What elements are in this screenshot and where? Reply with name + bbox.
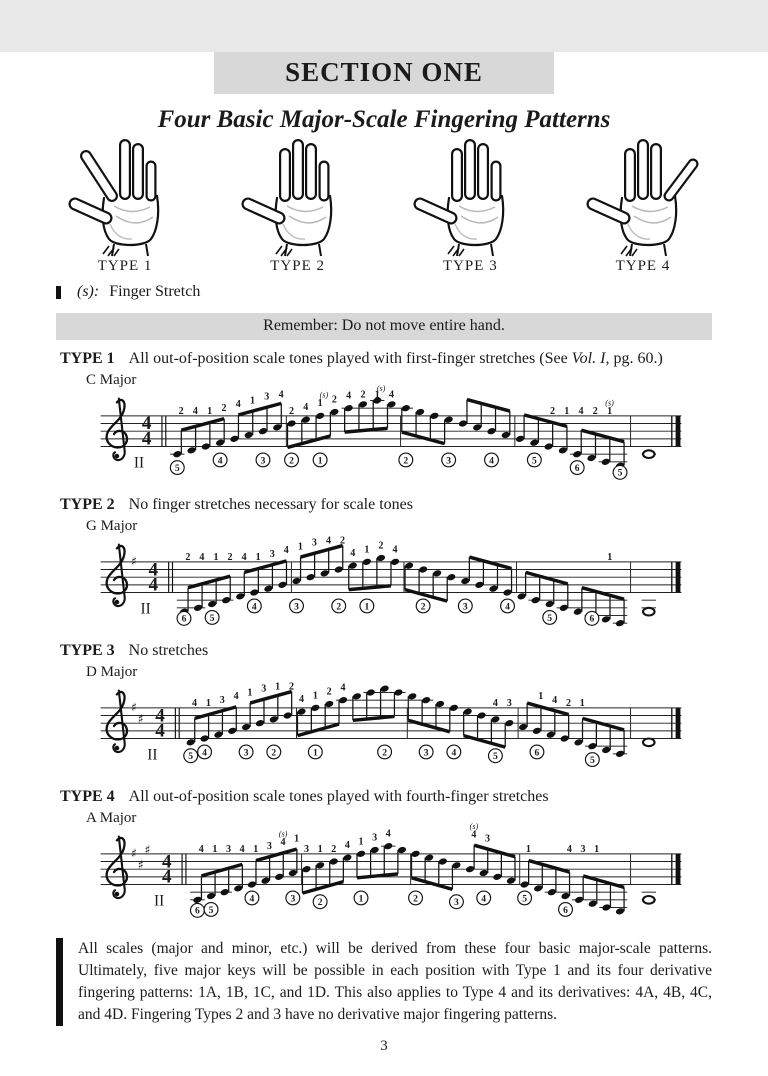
svg-text:(s): (s) — [469, 821, 479, 831]
hand-label-type-1: TYPE 1 — [97, 258, 153, 274]
svg-text:4: 4 — [346, 390, 352, 402]
hand-figure-type-1 — [62, 138, 188, 275]
svg-text:4: 4 — [481, 893, 487, 905]
svg-text:6: 6 — [181, 613, 187, 625]
type-1-section — [0, 350, 768, 486]
svg-text:3: 3 — [462, 601, 468, 613]
type-1-desc-italic: Vol. I, — [571, 350, 610, 367]
svg-text:3: 3 — [454, 897, 459, 909]
page-subtitle: Four Basic Major-Scale Fingering Patterns — [157, 106, 611, 133]
svg-text:2: 2 — [288, 681, 295, 693]
svg-text:5: 5 — [531, 455, 537, 467]
svg-text:4: 4 — [235, 399, 241, 411]
reminder-band — [56, 313, 712, 340]
svg-text:2: 2 — [326, 686, 332, 698]
svg-text:4: 4 — [239, 843, 245, 855]
svg-text:5: 5 — [589, 754, 595, 766]
svg-text:(s): (s) — [376, 383, 386, 393]
svg-text:4: 4 — [280, 837, 286, 849]
svg-text:4: 4 — [325, 535, 332, 547]
svg-text:1: 1 — [294, 833, 300, 845]
svg-text:4: 4 — [251, 601, 257, 613]
svg-text:4: 4 — [489, 455, 494, 467]
svg-text:1: 1 — [358, 893, 364, 905]
svg-text:1: 1 — [255, 551, 261, 563]
svg-text:3: 3 — [219, 695, 225, 707]
svg-text:2: 2 — [413, 893, 418, 905]
svg-text:4: 4 — [492, 697, 498, 709]
svg-text:3: 3 — [372, 832, 378, 844]
svg-text:6: 6 — [589, 613, 595, 625]
closing-note — [56, 938, 712, 1026]
section-title: SECTION ONE — [285, 57, 483, 87]
type-4-desc: All out-of-position scale tones played with fourth-finger stretches — [128, 788, 549, 805]
svg-text:2: 2 — [221, 403, 227, 415]
svg-text:3: 3 — [266, 841, 272, 853]
svg-text:4: 4 — [451, 747, 457, 759]
svg-text:2: 2 — [289, 405, 295, 417]
hand-icon — [62, 138, 188, 258]
svg-text:1: 1 — [364, 544, 370, 556]
legend-marker-bar — [56, 286, 61, 299]
svg-text:3: 3 — [294, 601, 299, 613]
svg-text:1: 1 — [579, 697, 585, 709]
svg-text:1: 1 — [538, 691, 544, 703]
type-4-heading — [60, 788, 768, 806]
staff-c-major — [74, 383, 768, 486]
svg-text:2: 2 — [403, 455, 409, 467]
svg-text:2: 2 — [549, 405, 555, 417]
page-number: 3 — [380, 1038, 388, 1054]
svg-text:3: 3 — [423, 747, 429, 759]
svg-text:♯: ♯ — [131, 699, 138, 715]
type-3-desc: No stretches — [128, 642, 209, 659]
key-label-g-major: G Major — [86, 518, 138, 534]
svg-text:2: 2 — [289, 455, 294, 467]
svg-text:4: 4 — [344, 840, 350, 852]
svg-text:6: 6 — [534, 747, 540, 759]
key-label-d-major: D Major — [86, 664, 138, 680]
svg-text:1: 1 — [213, 551, 219, 563]
svg-text:2: 2 — [382, 747, 387, 759]
svg-text:4: 4 — [340, 682, 346, 694]
svg-text:4: 4 — [566, 843, 572, 855]
svg-text:4: 4 — [199, 551, 205, 563]
svg-text:♯: ♯ — [131, 553, 138, 569]
type-1-heading — [60, 350, 768, 368]
svg-text:4: 4 — [155, 720, 165, 742]
svg-text:II: II — [153, 892, 165, 910]
svg-text:2: 2 — [592, 405, 598, 417]
svg-text:♯: ♯ — [131, 845, 138, 861]
svg-text:4: 4 — [155, 705, 165, 727]
svg-text:4: 4 — [198, 843, 204, 855]
hand-diagrams-row — [0, 138, 768, 275]
svg-text:1: 1 — [212, 843, 218, 855]
stretch-legend — [56, 283, 768, 301]
svg-text:1: 1 — [312, 690, 318, 702]
svg-text:3: 3 — [260, 455, 266, 467]
svg-text:3: 3 — [446, 455, 452, 467]
hand-icon — [235, 138, 361, 258]
svg-text:3: 3 — [311, 537, 317, 549]
svg-text:2: 2 — [336, 601, 342, 613]
type-3-heading — [60, 642, 768, 660]
svg-text:1: 1 — [253, 843, 259, 855]
svg-text:1: 1 — [374, 389, 380, 401]
svg-text:♯: ♯ — [144, 841, 151, 857]
type-3-name: TYPE 3 — [60, 642, 115, 659]
svg-text:2: 2 — [271, 747, 277, 759]
svg-text:1: 1 — [317, 843, 323, 855]
svg-text:3: 3 — [580, 843, 586, 855]
svg-text:2: 2 — [340, 535, 346, 547]
svg-text:4: 4 — [192, 697, 198, 709]
reminder-text: Remember: Do not move entire hand. — [263, 317, 505, 334]
type-3-section — [0, 642, 768, 778]
svg-text:1: 1 — [207, 405, 213, 417]
svg-text:4: 4 — [192, 405, 198, 417]
staff-a-major — [74, 821, 768, 924]
svg-text:2: 2 — [178, 405, 184, 417]
svg-text:5: 5 — [492, 751, 498, 763]
svg-text:4: 4 — [298, 694, 305, 706]
svg-text:2: 2 — [331, 394, 337, 406]
svg-text:2: 2 — [227, 551, 233, 563]
closing-note-bar — [56, 938, 63, 1026]
svg-text:2: 2 — [360, 389, 366, 401]
svg-text:4: 4 — [350, 548, 356, 560]
svg-text:6: 6 — [195, 905, 200, 917]
svg-text:1: 1 — [564, 405, 570, 417]
staff-d-major — [74, 681, 768, 778]
stretch-symbol: (s): — [77, 283, 100, 300]
svg-text:3: 3 — [303, 843, 309, 855]
type-2-desc: No finger stretches necessary for scale tones — [128, 496, 413, 513]
svg-text:6: 6 — [574, 462, 580, 474]
svg-text:3: 3 — [226, 843, 232, 855]
svg-text:(s): (s) — [278, 829, 288, 839]
svg-text:♯: ♯ — [137, 857, 144, 873]
svg-text:3: 3 — [269, 549, 275, 561]
svg-text:4: 4 — [552, 695, 558, 707]
svg-text:1: 1 — [594, 843, 600, 855]
svg-text:4: 4 — [392, 544, 398, 556]
svg-text:1: 1 — [250, 395, 256, 407]
key-label-a-major: A Major — [86, 810, 137, 826]
book-page — [0, 52, 768, 1076]
hand-icon — [407, 138, 533, 258]
svg-text:5: 5 — [188, 751, 194, 763]
svg-text:II: II — [147, 746, 158, 764]
svg-text:2: 2 — [185, 551, 191, 563]
svg-text:3: 3 — [290, 893, 296, 905]
svg-text:1: 1 — [364, 601, 370, 613]
svg-text:1: 1 — [247, 687, 253, 699]
svg-text:4: 4 — [385, 828, 391, 840]
svg-text:1: 1 — [317, 455, 323, 467]
svg-text:4: 4 — [505, 601, 510, 613]
hand-label-type-4: TYPE 4 — [615, 258, 671, 274]
type-1-desc: All out-of-position scale tones played with first-finger stretches (See — [128, 350, 572, 367]
svg-text:♯: ♯ — [137, 711, 144, 727]
svg-text:2: 2 — [378, 540, 384, 552]
type-4-section — [0, 788, 768, 924]
svg-text:1: 1 — [275, 681, 281, 693]
svg-text:4: 4 — [389, 389, 395, 401]
hand-figure-type-3 — [407, 138, 533, 275]
svg-text:6: 6 — [563, 904, 568, 916]
svg-text:5: 5 — [547, 612, 553, 624]
svg-text:4: 4 — [141, 428, 152, 450]
svg-text:4: 4 — [233, 691, 239, 703]
hand-icon — [580, 138, 706, 258]
type-2-name: TYPE 2 — [60, 496, 115, 513]
svg-text:4: 4 — [148, 559, 159, 581]
hand-figure-type-2 — [235, 138, 361, 275]
svg-text:2: 2 — [331, 843, 337, 855]
svg-text:4: 4 — [471, 829, 477, 841]
hand-label-type-2: TYPE 2 — [270, 258, 326, 274]
svg-text:3: 3 — [243, 747, 249, 759]
hand-figure-type-4 — [580, 138, 706, 275]
svg-text:1: 1 — [607, 405, 613, 417]
svg-text:4: 4 — [283, 545, 289, 557]
svg-text:4: 4 — [303, 402, 309, 414]
type-2-heading — [60, 496, 768, 514]
svg-text:2: 2 — [420, 601, 426, 613]
staff-g-major — [74, 535, 768, 632]
svg-text:1: 1 — [297, 541, 303, 553]
stretch-text: Finger Stretch — [109, 283, 201, 300]
type-4-name: TYPE 4 — [60, 788, 115, 805]
svg-text:5: 5 — [208, 904, 214, 916]
closing-note-text: All scales (major and minor, etc.) will be derived from these four basic major-scale patterns. Ultimately, five major keys will be possible in each position with Type 1 and its four derivative fingering patterns: 1A, 1B, 1C, and 1D. This also applies to Type 4 and its derivatives: 4A, 4B, 4C, and 4D. Fingering Types 2 and 3 have no derivative major fingering patterns. — [78, 940, 712, 1023]
svg-text:1: 1 — [358, 836, 364, 848]
svg-text:2: 2 — [565, 697, 571, 709]
svg-text:4: 4 — [202, 747, 207, 759]
svg-text:4: 4 — [278, 389, 284, 401]
svg-text:5: 5 — [174, 462, 180, 474]
svg-text:4: 4 — [141, 413, 152, 435]
svg-text:(s): (s) — [319, 390, 329, 400]
svg-text:(s): (s) — [605, 398, 614, 408]
svg-text:1: 1 — [205, 697, 211, 709]
svg-text:1: 1 — [525, 843, 531, 855]
svg-text:II: II — [133, 454, 145, 472]
type-2-section — [0, 496, 768, 632]
svg-text:3: 3 — [261, 683, 267, 695]
hand-label-type-3: TYPE 3 — [442, 258, 498, 274]
svg-text:4: 4 — [161, 851, 172, 873]
svg-text:4: 4 — [578, 405, 584, 417]
svg-text:4: 4 — [249, 893, 255, 905]
svg-text:2: 2 — [317, 897, 323, 909]
svg-text:II: II — [140, 600, 151, 618]
svg-text:5: 5 — [522, 893, 528, 905]
svg-text:3: 3 — [264, 391, 270, 403]
svg-text:1: 1 — [312, 747, 318, 759]
svg-text:5: 5 — [209, 612, 215, 624]
svg-text:1: 1 — [607, 551, 613, 563]
key-label-c-major: C Major — [86, 372, 137, 388]
svg-text:1: 1 — [317, 398, 323, 410]
svg-text:5: 5 — [617, 467, 623, 479]
svg-text:3: 3 — [506, 697, 512, 709]
section-title-band — [214, 52, 554, 94]
svg-text:4: 4 — [217, 455, 223, 467]
svg-text:4: 4 — [241, 551, 247, 563]
type-1-desc-end: pg. 60.) — [609, 350, 663, 367]
svg-text:4: 4 — [148, 574, 159, 596]
svg-text:4: 4 — [161, 866, 172, 888]
type-1-name: TYPE 1 — [60, 350, 115, 367]
svg-text:3: 3 — [485, 833, 491, 845]
